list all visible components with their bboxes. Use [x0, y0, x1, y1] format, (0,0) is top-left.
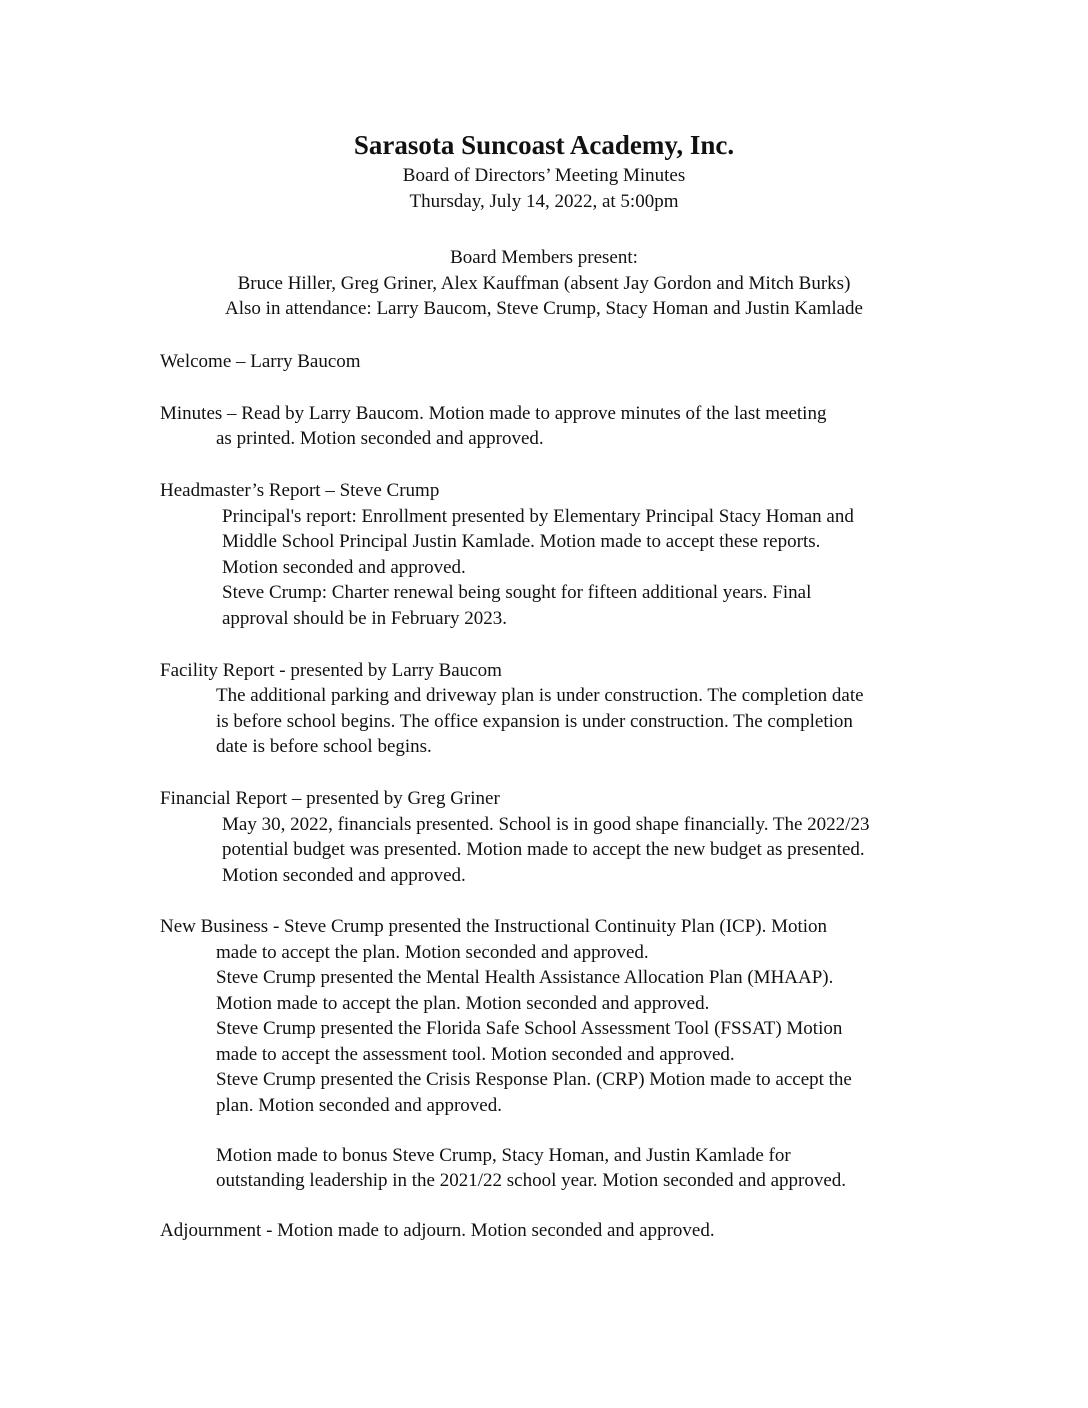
financial-line: May 30, 2022, financials presented. School is in good shape financially. The 2022/23 — [222, 814, 870, 835]
new-business-line: Motion made to accept the plan. Motion seconded and approved. — [216, 993, 710, 1014]
facility-heading: Facility Report - presented by Larry Baucom — [160, 660, 502, 681]
attendance-list: Also in attendance: Larry Baucom, Steve Crump, Stacy Homan and Justin Kamlade — [225, 298, 863, 319]
new-business-line: plan. Motion seconded and approved. — [216, 1095, 502, 1116]
members-list: Bruce Hiller, Greg Griner, Alex Kauffman (absent Jay Gordon and Mitch Burks) — [237, 273, 851, 294]
headmaster-line: Steve Crump: Charter renewal being sought for fifteen additional years. Final — [222, 582, 812, 603]
new-business-line: Motion made to bonus Steve Crump, Stacy Homan, and Justin Kamlade for — [216, 1145, 791, 1166]
financial-heading: Financial Report – presented by Greg Griner — [160, 788, 500, 809]
headmaster-heading: Headmaster’s Report – Steve Crump — [160, 480, 440, 501]
new-business-line: made to accept the assessment tool. Motion seconded and approved. — [216, 1044, 735, 1065]
new-business-line: New Business - Steve Crump presented the Instructional Continuity Plan (ICP). Motion — [160, 916, 828, 937]
welcome-item: Welcome – Larry Baucom — [160, 351, 361, 372]
headmaster-line: approval should be in February 2023. — [222, 608, 507, 629]
financial-line: potential budget was presented. Motion made to accept the new budget as presented. — [222, 839, 865, 860]
minutes-line: as printed. Motion seconded and approved. — [216, 428, 544, 449]
minutes-line: Minutes – Read by Larry Baucom. Motion made to approve minutes of the last meeting — [160, 403, 827, 424]
new-business-line: outstanding leadership in the 2021/22 school year. Motion seconded and approved. — [216, 1170, 847, 1191]
new-business-line: made to accept the plan. Motion seconded and approved. — [216, 942, 649, 963]
new-business-line: Steve Crump presented the Mental Health Assistance Allocation Plan (MHAAP). — [216, 967, 834, 988]
new-business-line: Steve Crump presented the Florida Safe School Assessment Tool (FSSAT) Motion — [216, 1018, 843, 1039]
members-heading: Board Members present: — [450, 247, 638, 268]
new-business-line: Steve Crump presented the Crisis Response Plan. (CRP) Motion made to accept the — [216, 1069, 852, 1090]
document-title: Sarasota Suncoast Academy, Inc. — [353, 130, 735, 160]
adjournment-item: Adjournment - Motion made to adjourn. Motion seconded and approved. — [160, 1220, 715, 1241]
headmaster-line: Principal's report: Enrollment presented by Elementary Principal Stacy Homan and — [222, 506, 854, 527]
document-subtitle: Board of Directors’ Meeting Minutes — [402, 165, 686, 186]
headmaster-line: Motion seconded and approved. — [222, 557, 466, 578]
facility-line: date is before school begins. — [216, 736, 432, 757]
facility-line: The additional parking and driveway plan is under construction. The completion date — [216, 685, 864, 706]
financial-line: Motion seconded and approved. — [222, 865, 466, 886]
meeting-date: Thursday, July 14, 2022, at 5:00pm — [409, 191, 679, 212]
headmaster-line: Middle School Principal Justin Kamlade. Motion made to accept these reports. — [222, 531, 821, 552]
facility-line: is before school begins. The office expansion is under construction. The completion — [216, 711, 853, 732]
